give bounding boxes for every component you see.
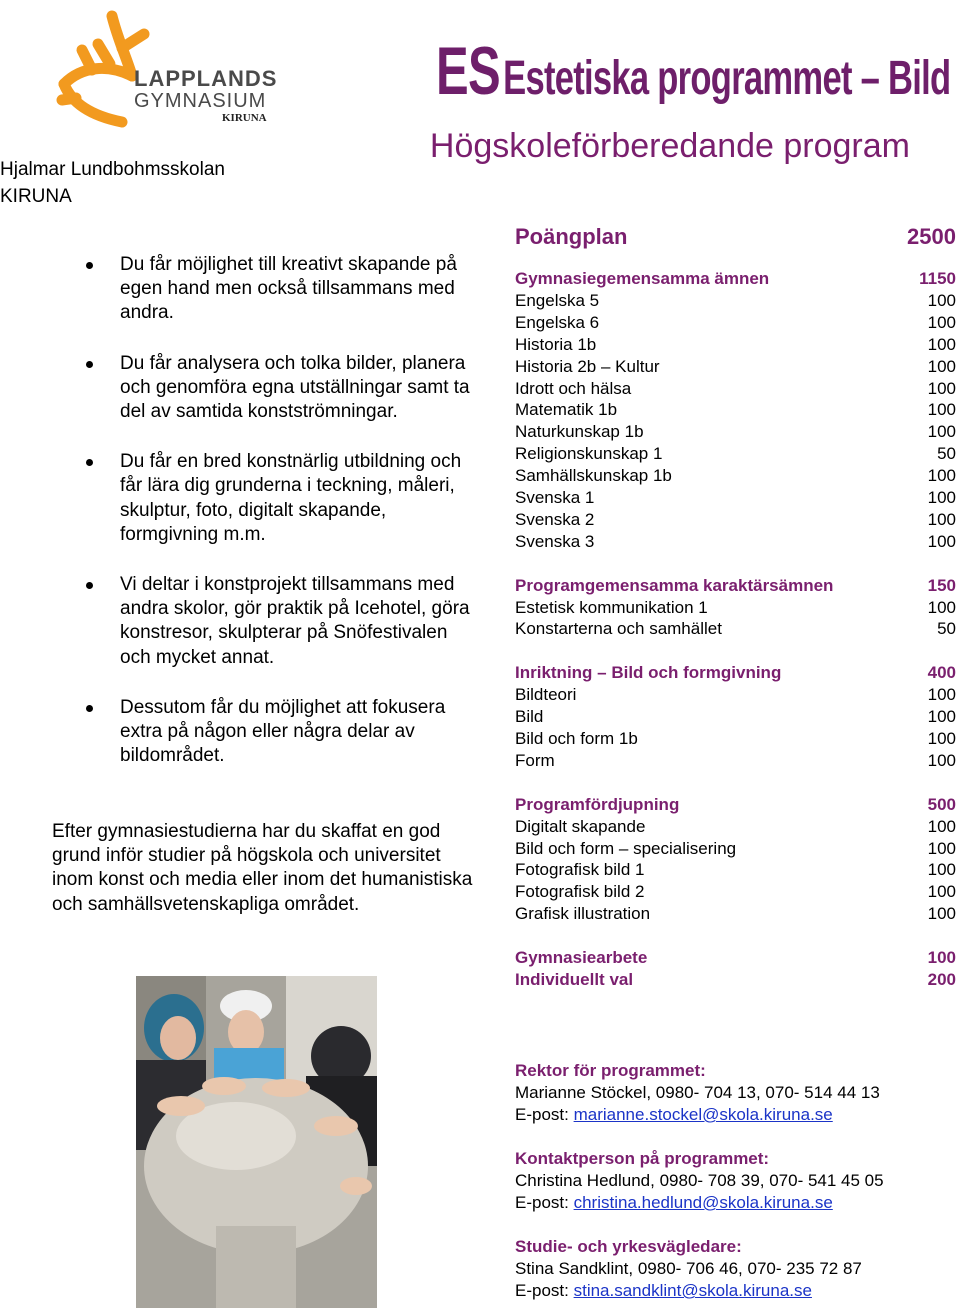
extra-course-points: 200 — [927, 969, 956, 989]
course-name: Religionskunskap 1 — [515, 444, 663, 464]
course-row — [515, 706, 956, 728]
course-name: Idrott och hälsa — [515, 378, 632, 398]
course-group-header — [515, 662, 956, 684]
bullet-text: Dessutom får du möjlighet att fokusera extra på någon eller några delar av bildområdet. — [120, 696, 446, 767]
course-group-total: 400 — [927, 663, 956, 683]
extra-courses — [515, 947, 956, 991]
course-row — [515, 859, 956, 881]
spacer — [515, 772, 956, 794]
course-name: Fotografisk bild 2 — [515, 882, 645, 902]
course-points: 100 — [927, 488, 956, 508]
course-points: 100 — [927, 707, 956, 727]
lapplands-gymnasium-logo — [52, 4, 292, 129]
course-name: Naturkunskap 1b — [515, 422, 644, 442]
bullet-item — [86, 352, 476, 425]
logo-line-1: LAPPLANDS — [134, 66, 278, 91]
extra-course-row — [515, 947, 956, 969]
email-link[interactable]: christina.hedlund@skola.kiruna.se — [573, 1193, 833, 1212]
course-points: 100 — [927, 860, 956, 880]
outro-paragraph: Efter gymnasiestudierna har du skaffat en god grund inför studier på högskola och universitet inom konst och media eller inom det humanistiska och samhällsvetenskapliga området. — [52, 821, 473, 915]
course-name: Svenska 2 — [515, 509, 595, 529]
email-label: E-post: — [515, 1193, 574, 1212]
page-title — [436, 32, 950, 110]
bullet-list — [86, 253, 476, 794]
points-plan — [515, 222, 956, 991]
course-row — [515, 816, 956, 838]
course-name: Form — [515, 750, 555, 770]
course-points: 50 — [937, 444, 956, 464]
spacer — [515, 925, 956, 947]
course-name: Bild — [515, 707, 544, 727]
extra-course-row — [515, 969, 956, 991]
course-row — [515, 487, 956, 509]
bullet-item — [86, 573, 476, 670]
course-row — [515, 531, 956, 553]
contact-heading: Rektor för programmet: — [515, 1061, 706, 1080]
course-group-header — [515, 794, 956, 816]
contact-email-line — [515, 1104, 955, 1126]
course-points: 100 — [927, 838, 956, 858]
course-group-total: 500 — [927, 794, 956, 814]
course-group-header — [515, 268, 956, 290]
bullet-icon — [86, 361, 93, 368]
spacer — [515, 553, 956, 575]
course-name: Svenska 3 — [515, 531, 595, 551]
course-name: Grafisk illustration — [515, 904, 651, 924]
contact-details: Stina Sandklint, 0980- 706 46, 070- 235 72 87 — [515, 1259, 862, 1278]
course-row — [515, 290, 956, 312]
logo-line-3: KIRUNA — [222, 112, 267, 124]
course-name: Historia 1b — [515, 334, 597, 354]
course-group-total: 1150 — [919, 269, 956, 288]
course-points: 100 — [927, 466, 956, 486]
course-points: 100 — [927, 400, 956, 420]
course-points: 100 — [927, 904, 956, 924]
course-points: 50 — [937, 619, 956, 639]
photo-illustration — [136, 976, 377, 1308]
points-plan-total: 2500 — [907, 224, 956, 249]
spacer — [515, 640, 956, 662]
course-points: 100 — [927, 685, 956, 705]
course-name: Fotografisk bild 1 — [515, 860, 645, 880]
course-points: 100 — [927, 356, 956, 376]
course-row — [515, 684, 956, 706]
course-points: 100 — [927, 729, 956, 748]
bullet-icon — [86, 262, 93, 269]
bullet-text: Vi deltar i konstprojekt tillsammans med andra skolor, gör praktik på Icehotel, göra konstresor, skulpterar på Snöfestivalen och mycket annat. — [120, 574, 470, 668]
bullet-icon — [86, 705, 93, 712]
contact-details: Marianne Stöckel, 0980- 704 13, 070- 514 44 13 — [515, 1083, 880, 1102]
course-row — [515, 881, 956, 903]
bullet-text: Du får en bred konstnärlig utbildning och får lära dig grunderna i teckning, måleri, skulptur, foto, digitalt skapande, formgivning m.m. — [120, 451, 462, 545]
course-row — [515, 312, 956, 334]
bullet-item — [86, 253, 476, 326]
school-name: Hjalmar Lundbohmsskolan — [0, 159, 225, 180]
course-row — [515, 509, 956, 531]
course-group-name: Programgemensamma karaktärsämnen — [515, 575, 834, 595]
extra-course-points: 100 — [927, 948, 956, 968]
course-points: 100 — [927, 378, 956, 398]
course-name: Digitalt skapande — [515, 816, 646, 836]
students-sculpture-photo — [136, 976, 377, 1308]
course-row — [515, 465, 956, 487]
contact-card — [515, 1148, 955, 1214]
course-name: Bild och form 1b — [515, 729, 638, 748]
course-name: Matematik 1b — [515, 400, 618, 420]
course-points: 100 — [927, 816, 956, 836]
logo-line-2: GYMNASIUM — [134, 90, 267, 112]
bullet-icon — [86, 582, 93, 589]
course-group-total: 150 — [927, 575, 956, 595]
extra-course-name: Gymnasiearbete — [515, 948, 648, 968]
course-row — [515, 903, 956, 925]
course-name: Historia 2b – Kultur — [515, 356, 660, 376]
course-points: 100 — [927, 750, 956, 770]
extra-course-name: Individuellt val — [515, 969, 634, 989]
course-name: Bildteori — [515, 685, 577, 705]
points-plan-header — [515, 222, 956, 252]
contact-card — [515, 1060, 955, 1126]
bullet-text: Du får möjlighet till kreativt skapande på egen hand men också tillsammans med andra. — [120, 254, 457, 324]
course-row — [515, 356, 956, 378]
bullet-item — [86, 450, 476, 547]
school-block — [0, 156, 225, 210]
contact-details: Christina Hedlund, 0980- 708 39, 070- 541 45 05 — [515, 1171, 884, 1190]
email-link[interactable]: stina.sandklint@skola.kiruna.se — [573, 1281, 812, 1300]
course-name: Bild och form – specialisering — [515, 838, 737, 858]
course-name: Engelska 5 — [515, 290, 600, 310]
course-name: Konstarterna och samhället — [515, 619, 722, 639]
contact-email-line — [515, 1192, 955, 1214]
contact-heading: Studie- och yrkesvägledare: — [515, 1237, 742, 1256]
course-row — [515, 838, 956, 860]
course-group-name: Programfördjupning — [515, 794, 680, 814]
program-title: Estetiska programmet – Bild — [502, 52, 950, 105]
contact-heading: Kontaktperson på programmet: — [515, 1149, 770, 1168]
course-name: Engelska 6 — [515, 312, 600, 332]
points-plan-label: Poängplan — [515, 224, 628, 249]
page-subtitle: Högskoleförberedande program — [429, 127, 910, 165]
course-points: 100 — [927, 882, 956, 902]
course-row — [515, 421, 956, 443]
course-points: 100 — [927, 334, 956, 354]
school-city: KIRUNA — [0, 186, 72, 207]
bullet-icon — [86, 459, 93, 466]
course-group-name: Inriktning – Bild och formgivning — [515, 663, 782, 683]
course-points: 100 — [927, 531, 956, 551]
bullet-text: Du får analysera och tolka bilder, planera och genomföra egna utställningar samt ta del av samtida konstströmningar. — [120, 352, 470, 423]
course-points: 100 — [927, 509, 956, 529]
course-row — [515, 750, 956, 772]
course-row — [515, 399, 956, 421]
course-name: Estetisk kommunikation 1 — [515, 597, 708, 617]
course-name: Svenska 1 — [515, 488, 595, 508]
contact-card — [515, 1236, 955, 1302]
contacts-block — [515, 1060, 955, 1302]
bullet-item — [86, 696, 476, 769]
course-points: 100 — [927, 422, 956, 442]
email-link[interactable]: marianne.stockel@skola.kiruna.se — [573, 1105, 833, 1124]
course-row — [515, 728, 956, 750]
course-points: 100 — [927, 597, 956, 617]
course-row — [515, 597, 956, 619]
course-name: Samhällskunskap 1b — [515, 466, 672, 486]
course-row — [515, 443, 956, 465]
course-points: 100 — [927, 312, 956, 332]
course-row — [515, 378, 956, 400]
course-points: 100 — [927, 290, 956, 310]
course-row — [515, 618, 956, 640]
course-groups — [515, 268, 956, 925]
contact-email-line — [515, 1280, 955, 1302]
email-label: E-post: — [515, 1281, 574, 1300]
spacer — [515, 1214, 955, 1236]
course-group-name: Gymnasiegemensamma ämnen — [515, 269, 770, 288]
course-group-header — [515, 575, 956, 597]
course-row — [515, 334, 956, 356]
email-label: E-post: — [515, 1105, 574, 1124]
program-code: ES — [435, 33, 500, 109]
spacer — [515, 1126, 955, 1148]
